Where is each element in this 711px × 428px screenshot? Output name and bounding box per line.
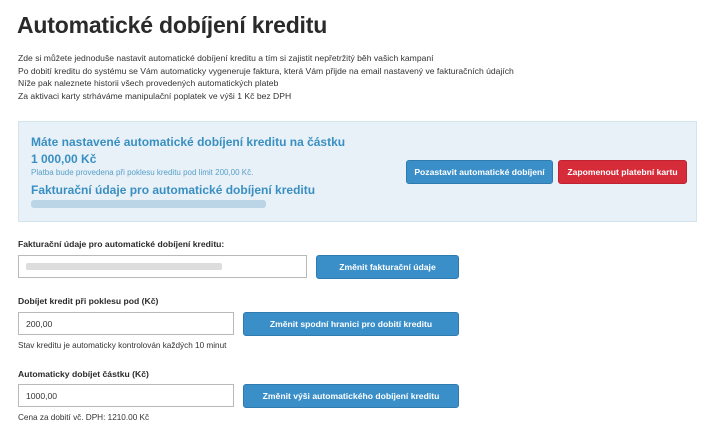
intro-line: Zde si můžete jednoduše nastavit automatické dobíjení kreditu a tím si zajistit nepřetržitý běh vašich kampaní [18, 53, 434, 63]
intro-text [18, 52, 514, 102]
status-note: Platba bude provedena při poklesu kreditu pod limit 200,00 Kč. [31, 168, 254, 177]
pause-autotopup-button[interactable]: Pozastavit automatické dobíjení [406, 160, 553, 184]
billing-info-heading: Fakturační údaje pro automatické dobíjení kreditu [31, 183, 316, 197]
change-threshold-button[interactable]: Změnit spodní hranici pro dobití kreditu [243, 312, 459, 336]
amount-hint: Cena za dobití vč. DPH: 1210.00 Kč [18, 413, 150, 422]
change-amount-button[interactable]: Změnit výši automatického dobíjení kreditu [243, 384, 459, 408]
billing-label: Fakturační údaje pro automatické dobíjení kreditu: [18, 239, 225, 249]
threshold-hint: Stav kreditu je automaticky kontrolován každých 10 minut [18, 341, 227, 350]
threshold-input[interactable]: 200,00 [18, 312, 234, 335]
status-heading: Máte nastavené automatické dobíjení kreditu na částku [31, 135, 346, 149]
intro-line: Za aktivaci karty strháváme manipulační poplatek ve výši 1 Kč bez DPH [18, 90, 292, 101]
threshold-label: Dobíjet kredit při poklesu pod (Kč) [18, 296, 159, 306]
status-amount: 1 000,00 Kč [31, 152, 97, 166]
billing-info-field[interactable] [18, 255, 307, 278]
amount-label: Automaticky dobíjet částku (Kč) [18, 369, 149, 379]
intro-line: Níže pak naleznete historii všech provedených automatických plateb [18, 78, 279, 89]
amount-input[interactable]: 1000,00 [18, 384, 234, 407]
forget-card-button[interactable]: Zapomenout platební kartu [558, 160, 687, 184]
billing-info-redacted [31, 200, 266, 208]
auto-topup-status-box [18, 121, 697, 222]
change-billing-button[interactable]: Změnit fakturační údaje [316, 255, 459, 279]
billing-info-redacted-value [26, 263, 222, 270]
intro-line: Po dobití kreditu do systému se Vám automaticky vygeneruje faktura, která Vám přijde na email nastavený ve fakturačních údajích [18, 65, 514, 76]
page-title: Automatické dobíjení kreditu [17, 12, 328, 38]
